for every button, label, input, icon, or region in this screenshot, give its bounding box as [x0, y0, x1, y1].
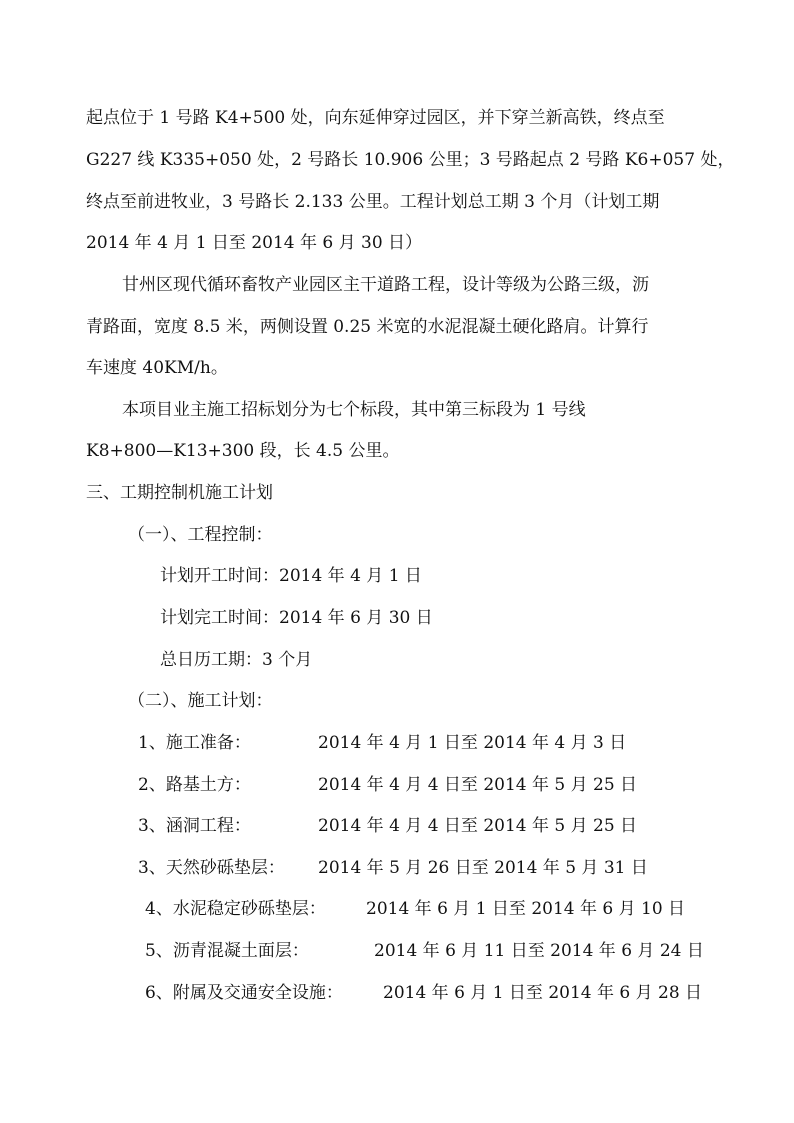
paragraph-2-line-3: 车速度 40KM/h。 [86, 358, 228, 378]
plan-item-dates: 2014 年 4 月 4 日至 2014 年 5 月 25 日 [318, 775, 638, 795]
paragraph-3-line-2: K8+800—K13+300 段，长 4.5 公里。 [86, 441, 400, 461]
planned-end: 计划完工时间：2014 年 6 月 30 日 [160, 608, 433, 628]
plan-item-label: 2、路基土方： [138, 775, 251, 795]
plan-item-label: 3、涵洞工程： [138, 816, 251, 836]
plan-item-dates: 2014 年 6 月 1 日至 2014 年 6 月 28 日 [383, 983, 703, 1003]
paragraph-1-line-2: G227 线 K335+050 处，2 号路长 10.906 公里；3 号路起点 2 号路 K6+057 处， [86, 150, 735, 170]
plan-item-dates: 2014 年 4 月 1 日至 2014 年 4 月 3 日 [318, 733, 627, 753]
paragraph-2-line-2: 青路面，宽度 8.5 米，两侧设置 0.25 米宽的水泥混凝土硬化路肩。计算行 [86, 317, 649, 337]
plan-item-label: 1、施工准备： [138, 733, 251, 753]
planned-start: 计划开工时间：2014 年 4 月 1 日 [160, 566, 422, 586]
plan-item-dates: 2014 年 6 月 1 日至 2014 年 6 月 10 日 [366, 899, 686, 919]
plan-item-label: 4、水泥稳定砂砾垫层： [145, 899, 326, 919]
plan-item-dates: 2014 年 5 月 26 日至 2014 年 5 月 31 日 [318, 858, 648, 878]
paragraph-1-line-1: 起点位于 1 号路 K4+500 处，向东延伸穿过园区，并下穿兰新高铁，终点至 [86, 108, 665, 128]
plan-item-label: 5、沥青混凝土面层： [145, 941, 309, 961]
plan-item-label: 6、附属及交通安全设施： [145, 983, 343, 1003]
plan-item-dates: 2014 年 4 月 4 日至 2014 年 5 月 25 日 [318, 816, 638, 836]
paragraph-3-line-1: 本项目业主施工招标划分为七个标段，其中第三标段为 1 号线 [122, 400, 586, 420]
plan-item-label: 3、天然砂砾垫层： [138, 858, 285, 878]
section-3-heading: 三、工期控制机施工计划 [86, 483, 273, 503]
plan-heading: （二）、施工计划： [128, 691, 273, 711]
paragraph-1-line-3: 终点至前进牧业，3 号路长 2.133 公里。工程计划总工期 3 个月（计划工期 [86, 192, 660, 212]
paragraph-2-line-1: 甘州区现代循环畜牧产业园区主干道路工程，设计等级为公路三级，沥 [122, 275, 649, 295]
plan-item-dates: 2014 年 6 月 11 日至 2014 年 6 月 24 日 [374, 941, 704, 961]
paragraph-1-line-4: 2014 年 4 月 1 日至 2014 年 6 月 30 日） [86, 233, 423, 253]
control-heading: （一）、工程控制： [128, 525, 273, 545]
total-duration: 总日历工期：3 个月 [160, 650, 313, 670]
